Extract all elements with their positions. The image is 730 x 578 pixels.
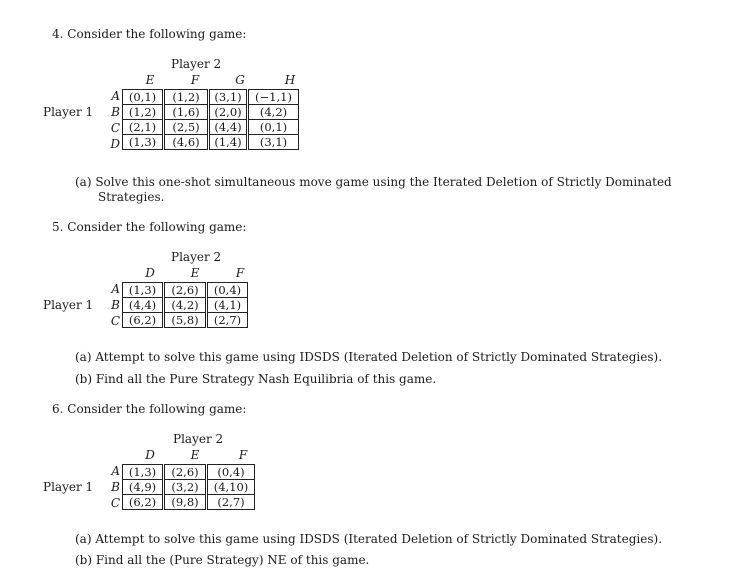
q5-cell: (4,2) — [164, 298, 207, 313]
q5-part-b: (b) Find all the Pure Strategy Nash Equilibria of this game. — [75, 372, 437, 386]
q5-cell: (2,6) — [164, 283, 207, 298]
q4-cell: (−1,1) — [248, 90, 299, 105]
table-row — [123, 465, 255, 480]
q5-cell: (0,4) — [207, 283, 248, 298]
q4-cell: (2,0) — [209, 105, 248, 120]
q5-payoff-matrix — [122, 282, 248, 328]
q6-prompt: 6. Consider the following game: — [52, 402, 247, 416]
q6-cell: (2,7) — [207, 495, 255, 510]
q4-col-F: F — [190, 73, 200, 87]
q6-row-C: C — [110, 496, 120, 510]
q5-cell: (5,8) — [164, 313, 207, 328]
q4-cell: (1,6) — [164, 105, 209, 120]
q5-prompt: 5. Consider the following game: — [52, 220, 247, 234]
q5-cell: (2,7) — [207, 313, 248, 328]
q4-cell: (4,2) — [248, 105, 299, 120]
q6-cell: (0,4) — [207, 465, 255, 480]
q4-player1-label: Player 1 — [43, 105, 94, 119]
q6-cell: (9,8) — [164, 495, 207, 510]
q4-payoff-matrix — [122, 89, 299, 150]
q5-cell: (1,3) — [123, 283, 164, 298]
q6-payoff-matrix — [122, 464, 255, 510]
q4-col-H: H — [284, 73, 296, 87]
q5-col-F: F — [235, 266, 245, 280]
q6-cell: (4,9) — [123, 480, 164, 495]
table-row — [123, 90, 299, 105]
q5-col-D: D — [145, 266, 155, 280]
q4-cell: (4,6) — [164, 135, 209, 150]
q6-cell: (3,2) — [164, 480, 207, 495]
q5-cell: (6,2) — [123, 313, 164, 328]
q5-player2-label: Player 2 — [171, 250, 222, 264]
q4-cell: (1,4) — [209, 135, 248, 150]
q6-col-D: D — [145, 448, 155, 462]
table-row — [123, 298, 248, 313]
q4-cell: (1,2) — [123, 105, 164, 120]
q4-cell: (0,1) — [248, 120, 299, 135]
table-row — [123, 480, 255, 495]
q4-part-a-line2: Strategies. — [98, 190, 165, 204]
q5-row-A: A — [111, 282, 120, 296]
q6-player2-label: Player 2 — [173, 432, 224, 446]
table-row — [123, 120, 299, 135]
q4-prompt: 4. Consider the following game: — [52, 27, 247, 41]
q6-cell: (4,10) — [207, 480, 255, 495]
q6-part-a: (a) Attempt to solve this game using IDSDS (Iterated Deletion of Strictly Dominated Strategies). — [75, 532, 663, 546]
q4-cell: (2,1) — [123, 120, 164, 135]
q6-player1-label: Player 1 — [43, 480, 94, 494]
q6-cell: (2,6) — [164, 465, 207, 480]
q4-col-E: E — [145, 73, 155, 87]
q5-row-B: B — [111, 298, 120, 312]
q6-col-E: E — [190, 448, 200, 462]
q4-cell: (1,3) — [123, 135, 164, 150]
q4-col-G: G — [235, 73, 245, 87]
q6-row-B: B — [111, 480, 120, 494]
q4-cell: (3,1) — [209, 90, 248, 105]
q4-row-C: C — [110, 121, 120, 135]
table-row — [123, 495, 255, 510]
q6-cell: (1,3) — [123, 465, 164, 480]
table-row — [123, 105, 299, 120]
table-row — [123, 283, 248, 298]
q4-cell: (2,5) — [164, 120, 209, 135]
q4-player2-label: Player 2 — [171, 57, 222, 71]
q4-row-A: A — [111, 89, 120, 103]
q4-part-a-line1: (a) Solve this one-shot simultaneous move game using the Iterated Deletion of Strictly Dominated — [75, 175, 672, 189]
q5-row-C: C — [110, 314, 120, 328]
q6-row-A: A — [111, 464, 120, 478]
q4-row-D: D — [110, 137, 120, 151]
q5-col-E: E — [190, 266, 200, 280]
q5-player1-label: Player 1 — [43, 298, 94, 312]
q6-part-b: (b) Find all the (Pure Strategy) NE of this game. — [75, 553, 370, 567]
q4-cell: (0,1) — [123, 90, 164, 105]
q6-cell: (6,2) — [123, 495, 164, 510]
q4-row-B: B — [111, 105, 120, 119]
q4-cell: (1,2) — [164, 90, 209, 105]
q5-part-a: (a) Attempt to solve this game using IDSDS (Iterated Deletion of Strictly Dominated Strategies). — [75, 350, 663, 364]
q5-cell: (4,4) — [123, 298, 164, 313]
q4-cell: (4,4) — [209, 120, 248, 135]
q6-col-F: F — [238, 448, 248, 462]
q5-cell: (4,1) — [207, 298, 248, 313]
table-row — [123, 313, 248, 328]
q4-cell: (3,1) — [248, 135, 299, 150]
table-row — [123, 135, 299, 150]
